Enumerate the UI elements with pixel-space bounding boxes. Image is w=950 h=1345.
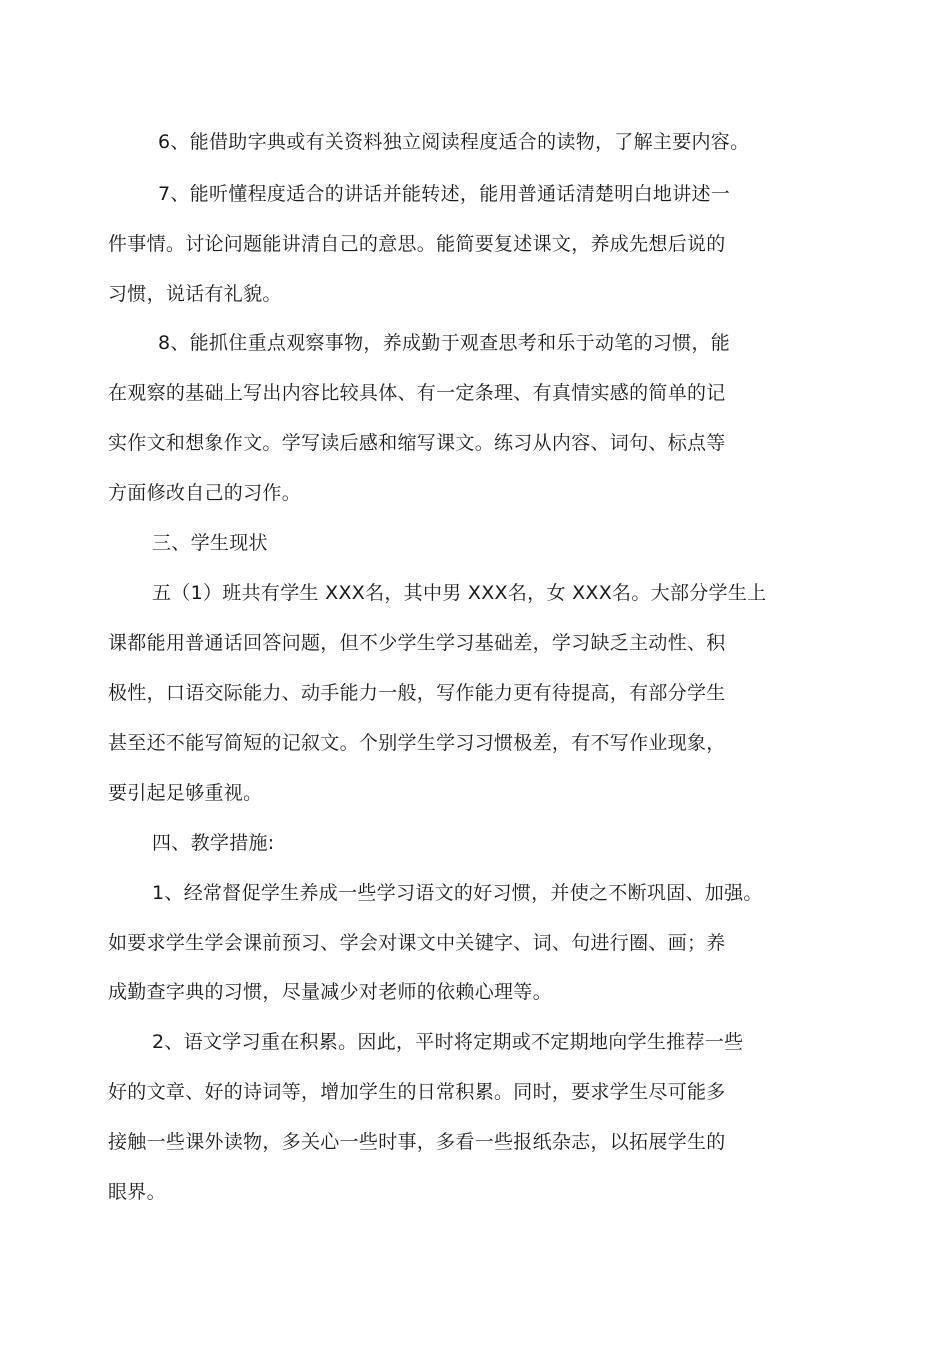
section4-heading: 四、教学措施: [152, 832, 275, 854]
section3-line-5: 要引起足够重视。 [108, 782, 263, 804]
item7-line-2: 件事情。讨论问题能讲清自己的意思。能简要复述课文，养成先想后说的 [108, 233, 726, 255]
section3-line-3: 极性，口语交际能力、动手能力一般，写作能力更有待提高，有部分学生 [108, 682, 726, 704]
section4-item2-line-4: 眼界。 [108, 1181, 166, 1203]
section4-item1-line-3: 成勤查字典的习惯，尽量减少对老师的依赖心理等。 [108, 981, 552, 1003]
item7-line-3: 习惯，说话有礼貌。 [108, 283, 282, 305]
section3-line-2: 课都能用普通话回答问题，但不少学生学习基础差，学习缺乏主动性、积 [108, 632, 726, 654]
item6-line-1: 6、能借助字典或有关资料独立阅读程度适合的读物，了解主要内容。 [158, 131, 750, 153]
item8-line-2: 在观察的基础上写出内容比较具体、有一定条理、有真情实感的简单的记 [108, 382, 726, 404]
item8-line-3: 实作文和想象作文。学写读后感和缩写课文。练习从内容、词句、标点等 [108, 432, 726, 454]
section4-item2-line-2: 好的文章、好的诗词等，增加学生的日常积累。同时，要求学生尽可能多 [108, 1081, 726, 1103]
section3-line-1: 五（1）班共有学生 XXX名，其中男 XXX名，女 XXX名。大部分学生上 [152, 582, 767, 604]
section4-item1-line-1: 1、经常督促学生养成一些学习语文的好习惯，并使之不断巩固、加强。 [152, 882, 763, 904]
section3-heading: 三、学生现状 [152, 532, 268, 554]
section3-line-4: 甚至还不能写简短的记叙文。个别学生学习习惯极差，有不写作业现象， [108, 732, 726, 754]
section4-item2-line-3: 接触一些课外读物，多关心一些时事，多看一些报纸杂志，以拓展学生的 [108, 1131, 726, 1153]
item7-line-1: 7、能听懂程度适合的讲话并能转述，能用普通话清楚明白地讲述一 [158, 183, 731, 205]
section4-item2-line-1: 2、语文学习重在积累。因此，平时将定期或不定期地向学生推荐一些 [152, 1031, 744, 1053]
section4-item1-line-2: 如要求学生学会课前预习、学会对课文中关键字、词、句进行圈、画；养 [108, 932, 726, 954]
item8-line-1: 8、能抓住重点观察事物，养成勤于观查思考和乐于动笔的习惯，能 [158, 332, 731, 354]
item8-line-4: 方面修改自己的习作。 [108, 482, 302, 504]
